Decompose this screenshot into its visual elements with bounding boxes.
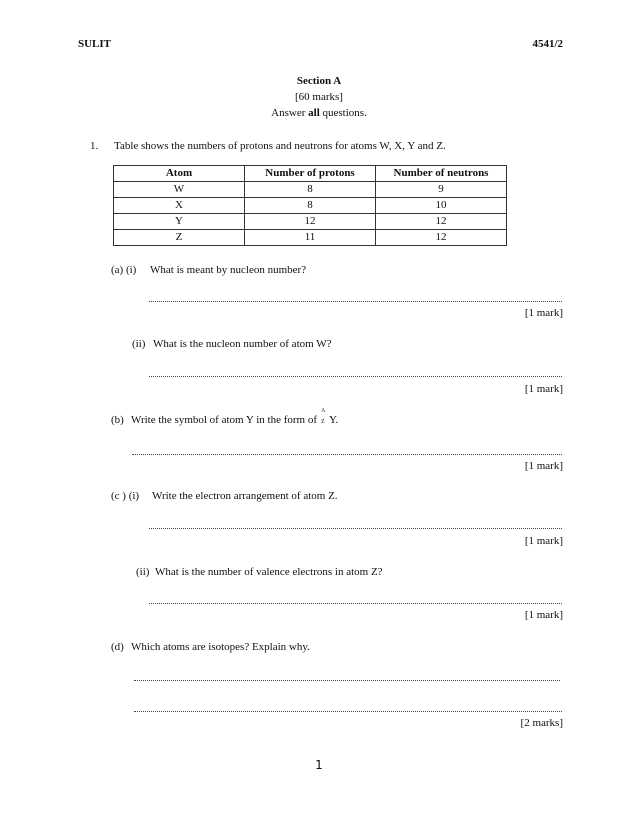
- part-c-ii-label: (ii): [136, 566, 150, 578]
- marks-d: [2 marks]: [520, 717, 563, 729]
- column-header-protons: Number of protons: [245, 166, 376, 182]
- table-cell: W: [114, 182, 245, 198]
- answer-line[interactable]: [134, 711, 562, 712]
- isotope-notation: [320, 408, 328, 425]
- question-number: 1.: [90, 140, 99, 152]
- table-cell: 8: [245, 182, 376, 198]
- part-a-i-label: (a) (i): [111, 264, 137, 276]
- table-row: [114, 214, 507, 230]
- mass-number-placeholder: A: [321, 408, 326, 414]
- marks-b: [1 mark]: [524, 460, 563, 472]
- table-row: [114, 182, 507, 198]
- part-c-i-question: Write the electron arrangement of atom Z.: [152, 490, 338, 502]
- answer-line[interactable]: [132, 454, 562, 455]
- header-left: SULIT: [78, 38, 112, 50]
- table-cell: X: [114, 198, 245, 214]
- proton-number-placeholder: Z: [321, 419, 325, 425]
- table-cell: 9: [376, 182, 507, 198]
- table-header-row: [114, 166, 507, 182]
- instruction-post: questions.: [319, 107, 367, 119]
- answer-line[interactable]: [149, 603, 562, 604]
- column-header-neutrons: Number of neutrons: [376, 166, 507, 182]
- table-cell: 11: [245, 230, 376, 246]
- header-right: 4541/2: [532, 38, 563, 50]
- answer-line[interactable]: [134, 680, 560, 681]
- column-header-atom: Atom: [114, 166, 245, 182]
- marks-a-i: [1 mark]: [524, 307, 563, 319]
- part-a-ii-question: What is the nucleon number of atom W?: [153, 338, 332, 350]
- section-instruction: [0, 107, 638, 119]
- marks-c-i: [1 mark]: [524, 535, 563, 547]
- question-stem: Table shows the numbers of protons and neutrons for atoms W, X, Y and Z.: [114, 140, 446, 152]
- part-d-question: Which atoms are isotopes? Explain why.: [131, 641, 310, 653]
- table-cell: Z: [114, 230, 245, 246]
- marks-a-ii: [1 mark]: [524, 383, 563, 395]
- section-marks: [60 marks]: [295, 91, 343, 103]
- table-row: [114, 198, 507, 214]
- instruction-bold: all: [308, 107, 320, 119]
- table-cell: 12: [376, 214, 507, 230]
- instruction-pre: Answer: [271, 107, 309, 119]
- table-row: [114, 230, 507, 246]
- answer-line[interactable]: [149, 376, 562, 377]
- page-number: 1: [315, 758, 323, 772]
- element-symbol: Y.: [329, 414, 339, 426]
- part-c-ii-question: What is the number of valence electrons in atom Z?: [155, 566, 383, 578]
- part-a-i-question: What is meant by nucleon number?: [150, 264, 307, 276]
- table-cell: 8: [245, 198, 376, 214]
- marks-c-ii: [1 mark]: [524, 609, 563, 621]
- table-cell: Y: [114, 214, 245, 230]
- section-title: Section A: [296, 75, 342, 87]
- table-cell: 12: [376, 230, 507, 246]
- part-c-i-label: (c ) (i): [111, 490, 140, 502]
- answer-line[interactable]: [149, 301, 562, 302]
- table-cell: 10: [376, 198, 507, 214]
- part-b-label: (b): [111, 414, 124, 426]
- atoms-table: [113, 165, 507, 246]
- part-b-text: Write the symbol of atom Y in the form of: [131, 414, 318, 426]
- part-a-ii-label: (ii): [132, 338, 146, 350]
- table-cell: 12: [245, 214, 376, 230]
- part-b-question: [131, 408, 339, 426]
- part-d-label: (d): [111, 641, 124, 653]
- answer-line[interactable]: [149, 528, 562, 529]
